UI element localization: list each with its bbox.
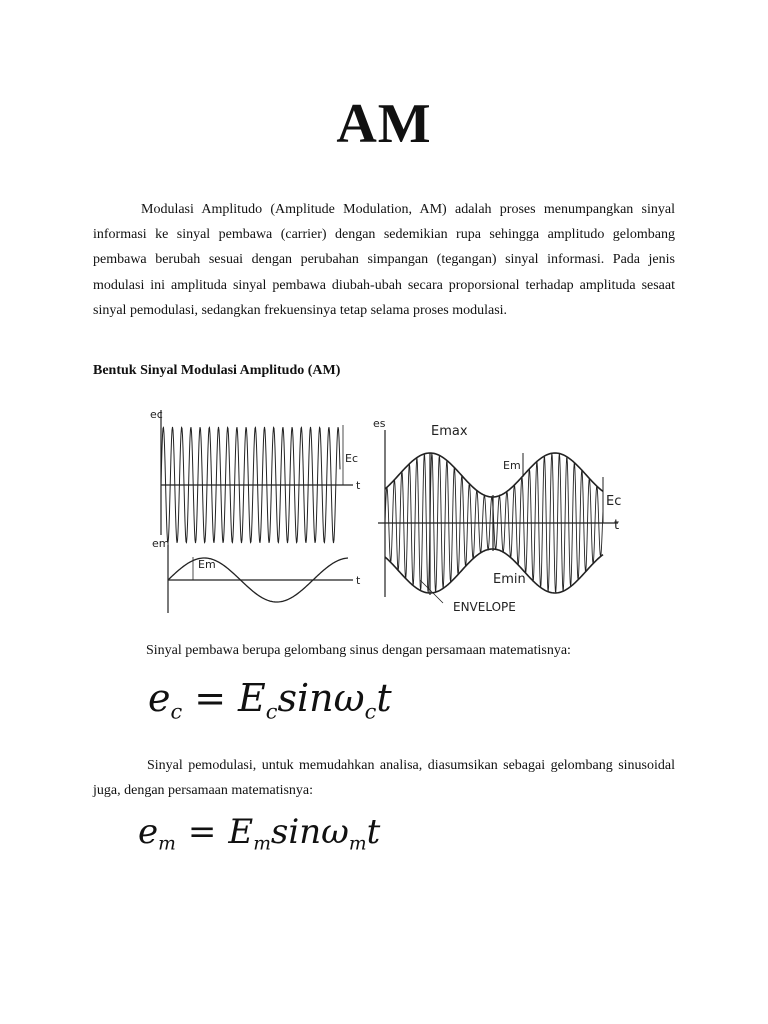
emax-label: Emax bbox=[431, 424, 468, 439]
eq2-lhs-sub: m bbox=[158, 833, 176, 855]
mod-amp-label: Em bbox=[198, 558, 216, 571]
carrier-t-label: t bbox=[356, 479, 361, 492]
mod-axis-label: em bbox=[152, 537, 170, 550]
eq1-lhs: e bbox=[148, 676, 171, 720]
intro-paragraph: Modulasi Amplitudo (Amplitude Modulation, AM) adalah proses menumpangkan sinyal informasi ke sinyal pembawa (carrier) dengan sedemikian rupa sehingga amplitudo gelombang pembawa berubah sesuai dengan perubahan simpangan (tegangan) sinyal informasi. Pada jenis modulasi ini amplituda sinyal pembawa diubah-ubah secara proporsional terhadap amplituda sesaat sinyal pemodulasi, sedangkan frekuensinya tetap selama proses modulasi. bbox=[93, 202, 675, 318]
page-title: AM bbox=[336, 93, 432, 155]
carrier-equation bbox=[148, 676, 392, 723]
eq2-equals: = bbox=[187, 812, 217, 852]
eq1-equals: = bbox=[194, 676, 227, 720]
eq1-lhs-sub: c bbox=[170, 699, 183, 724]
am-axis-label: es bbox=[373, 417, 386, 430]
eq1-time: t bbox=[376, 676, 392, 720]
mod-t-label: t bbox=[356, 574, 361, 587]
modulating-description: Sinyal pemodulasi, untuk memudahkan analisa, diasumsikan sebagai gelombang sinusoidal juga, dengan persamaan matematisnya: bbox=[93, 758, 675, 799]
eq1-function: sinω bbox=[277, 676, 365, 720]
emin-label: Emin bbox=[493, 572, 526, 587]
eq2-amplitude-sub: m bbox=[253, 833, 271, 855]
am-signal-figure bbox=[148, 405, 638, 620]
carrier-axis-label: ec bbox=[150, 408, 163, 421]
eq1-omega-sub: c bbox=[364, 699, 377, 724]
eq2-omega-sub: m bbox=[348, 833, 367, 855]
carrier-description: Sinyal pembawa berupa gelombang sinus dengan persamaan matematisnya: bbox=[146, 643, 571, 658]
section-heading: Bentuk Sinyal Modulasi Amplitudo (AM) bbox=[93, 363, 341, 378]
envelope-label: ENVELOPE bbox=[453, 600, 516, 614]
eq2-function: sinω bbox=[270, 812, 349, 852]
ec-label: Ec bbox=[606, 494, 622, 509]
em-label: Em bbox=[503, 459, 521, 472]
eq2-time: t bbox=[366, 812, 381, 852]
am-t-label: t bbox=[614, 518, 620, 533]
eq2-amplitude: E bbox=[228, 812, 254, 852]
eq2-lhs: e bbox=[138, 812, 159, 852]
carrier-amp-label: Ec bbox=[345, 452, 358, 465]
modulating-equation bbox=[138, 812, 380, 855]
eq1-amplitude: E bbox=[238, 676, 266, 720]
eq1-amplitude-sub: c bbox=[265, 699, 278, 724]
